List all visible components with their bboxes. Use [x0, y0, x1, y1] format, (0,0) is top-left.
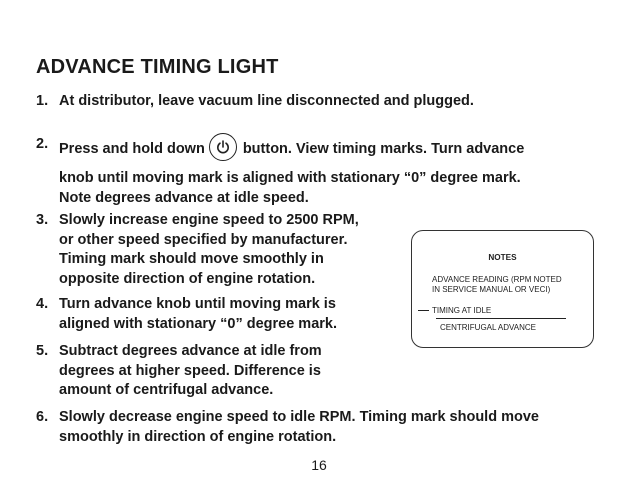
step-text: knob until moving mark is aligned with stationary “0” degree mark. [59, 170, 521, 186]
step-text: or other speed specified by manufacturer. [59, 231, 348, 248]
step-text: At distributor, leave vacuum line disconnected and plugged. [59, 93, 474, 109]
step-text: Timing mark should move smoothly in [59, 251, 324, 267]
notes-box [411, 230, 594, 348]
step-number: 3. [36, 212, 49, 228]
step-number: 5. [36, 343, 49, 359]
notes-advance-line: ADVANCE READING (RPM NOTED [432, 275, 562, 284]
notes-timing-at-idle [418, 306, 491, 315]
step-text: smoothly in direction of engine rotation. [59, 428, 337, 445]
notes-centrifugal-advance: CENTRIFUGAL ADVANCE [440, 323, 537, 332]
step-number: 2. [36, 136, 49, 152]
step-text: Press and hold down [59, 140, 205, 157]
notes-advance-reading [432, 275, 562, 295]
step-text: Note degrees advance at idle speed. [59, 189, 309, 206]
power-icon [215, 139, 231, 155]
step-text: Slowly increase engine speed to 2500 RPM, [59, 212, 359, 228]
notes-dash [418, 310, 429, 311]
step-text: amount of centrifugal advance. [59, 382, 274, 398]
step-number: 1. [36, 93, 49, 109]
page-number: 16 [311, 457, 327, 473]
notes-advance-line: IN SERVICE MANUAL OR VECI) [432, 285, 551, 294]
step-text: aligned with stationary “0” degree mark. [59, 315, 337, 332]
step-text: button. View timing marks. Turn advance [242, 140, 525, 157]
step-text: opposite direction of engine rotation. [59, 270, 316, 287]
step-text: degrees at higher speed. Difference is [59, 362, 321, 379]
power-button-icon [209, 133, 237, 161]
page-title: ADVANCE TIMING LIGHT [36, 56, 279, 78]
step-text: Slowly decrease engine speed to idle RPM. Timing mark should move [59, 409, 539, 425]
step-number: 6. [36, 409, 49, 425]
notes-divider [436, 318, 566, 319]
step-text: Subtract degrees advance at idle from [59, 343, 322, 359]
step-number: 4. [36, 296, 49, 312]
notes-title: NOTES [488, 253, 517, 262]
step-text: Turn advance knob until moving mark is [59, 296, 336, 312]
notes-timing-label: TIMING AT IDLE [432, 306, 492, 315]
